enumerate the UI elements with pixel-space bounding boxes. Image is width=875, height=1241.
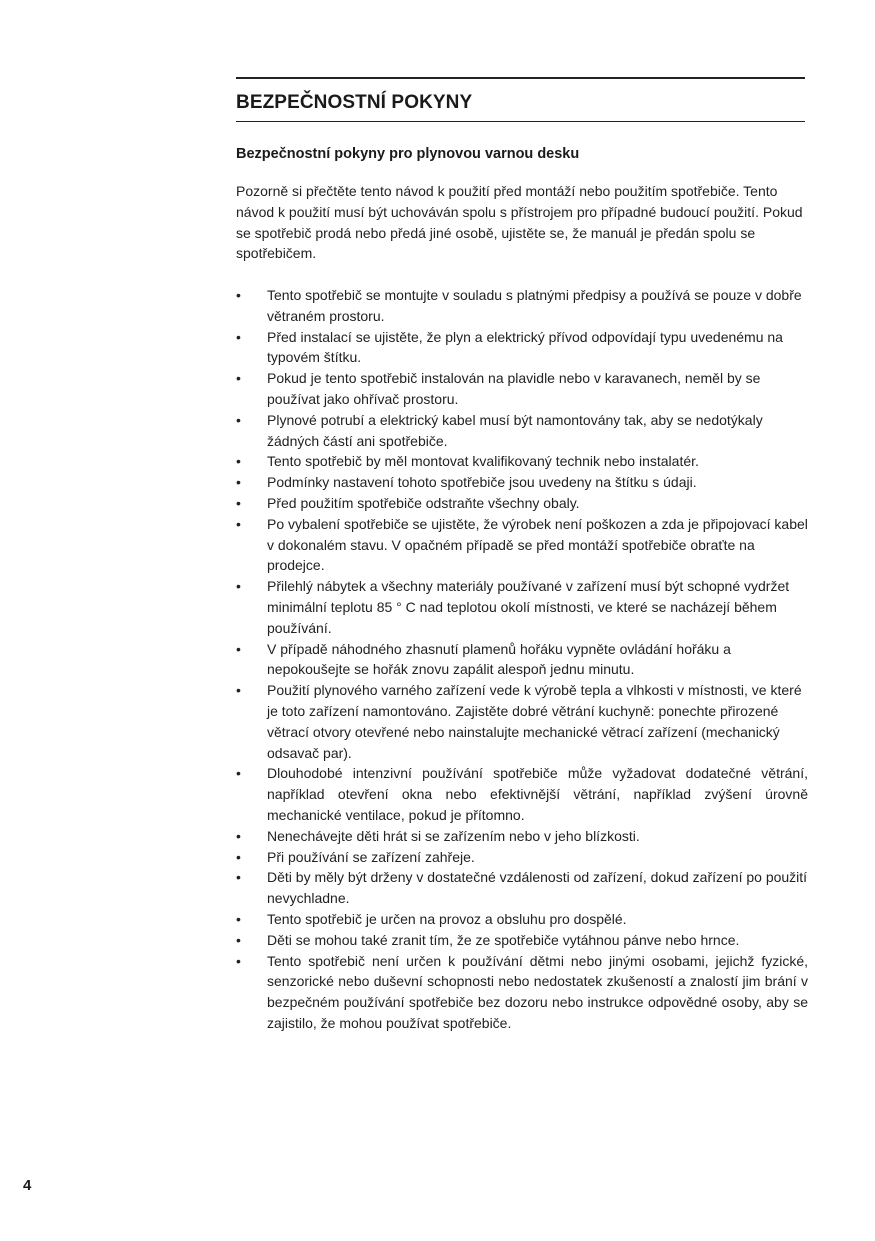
bullet-icon: • [236,370,241,387]
list-item-text: Po vybalení spotřebiče se ujistěte, že výrobek není poškozen a zda je připojovací kabel v dokonalém stavu. V opačném případě se před montáží spotřebiče obraťte na prodejce. [267,515,808,574]
list-item [236,327,808,369]
bullet-icon: • [236,910,241,927]
list-item-text: Před použitím spotřebiče odstraňte všechny obaly. [267,494,580,511]
bullet-icon: • [236,453,241,470]
list-item [236,867,808,909]
list-item [236,930,808,951]
list-item-text: Pokud je tento spotřebič instalován na plavidle nebo v karavanech, neměl by se používat jako ohřívač prostoru. [267,370,761,407]
list-item [236,514,808,576]
list-item [236,826,808,847]
intro-paragraph: Pozorně si přečtěte tento návod k použití před montáží nebo použitím spotřebiče. Tento návod k použití musí být uchováván spolu s přístrojem pro případné budoucí použití. Pokud se spotřebič prodá nebo předá jiné osobě, ujistěte se, že manuál je předán spolu se spotřebičem. [236,183,803,262]
list-item-text: Dlouhodobé intenzivní používání spotřebiče může vyžadovat dodatečné větrání, například otevření okna nebo efektivnější větrání, například zvýšení úrovně mechanické ventilace, pokud je přítomno. [267,765,808,823]
bullet-icon: • [236,848,241,865]
list-item [236,639,808,681]
list-item-text: Použití plynového varného zařízení vede k výrobě tepla a vlhkosti v místnosti, ve které je toto zařízení namontováno. Zajistěte dobré větrání kuchyně: ponechte přirozené větrací otvory otevřené nebo nainstalujte mechanické větrací zařízení (mechanický odsavač par). [267,682,802,761]
list-item-text: Děti se mohou také zranit tím, že ze spotřebiče vytáhnou pánve nebo hrnce. [267,931,740,948]
list-item [236,493,808,514]
page-number: 4 [23,1177,32,1194]
list-item-text: Podmínky nastavení tohoto spotřebiče jsou uvedeny na štítku s údaji. [267,474,697,491]
bullet-icon: • [236,931,241,948]
bullet-icon: • [236,827,241,844]
bullet-icon: • [236,494,241,511]
list-item-text: V případě náhodného zhasnutí plamenů hořáku vypněte ovládání hořáku a nepokoušejte se hořák znovu zapálit alespoň jednu minutu. [267,640,731,678]
safety-bullet-list [236,285,808,1034]
bullet-icon: • [236,474,241,491]
title-underline [236,121,805,122]
list-item-text: Tento spotřebič se montujte v souladu s platnými předpisy a používá se pouze v dobře větraném prostoru. [267,287,802,324]
list-item [236,909,808,930]
bullet-icon: • [236,411,241,428]
bullet-icon: • [236,952,241,969]
bullet-icon: • [236,287,241,303]
section-subtitle: Bezpečnostní pokyny pro plynovou varnou desku [236,146,580,162]
list-item-text: Tento spotřebič je určen na provoz a obsluhu pro dospělé. [267,910,627,927]
list-item-text: Tento spotřebič není určen k používání dětmi nebo jinými osobami, jejichž fyzické, senzorické nebo duševní schopnosti nebo nedostatek zkušeností a znalostí jim brání v bezpečném používání spotřebiče bez dozoru nebo instrukce odpovědné osoby, aby se zajistilo, že mohou používat spotřebiče. [267,952,808,1031]
list-item [236,951,808,1034]
bullet-icon: • [236,682,241,699]
list-item [236,472,808,493]
list-item [236,285,808,327]
bullet-icon: • [236,515,241,532]
list-item [236,410,808,452]
bullet-icon: • [236,328,241,345]
top-rule [236,77,805,79]
list-item-text: Plynové potrubí a elektrický kabel musí být namontovány tak, aby se nedotýkaly žádných částí ani spotřebiče. [267,411,763,449]
bullet-icon: • [236,578,241,595]
list-item [236,680,808,763]
list-item-text: Tento spotřebič by měl montovat kvalifikovaný technik nebo instalatér. [267,453,699,470]
bullet-icon: • [236,869,241,886]
list-item-text: Přilehlý nábytek a všechny materiály používané v zařízení musí být schopné vydržet minimální teplotu 85 ° C nad teplotou okolí místnosti, ve které se nacházejí během používání. [267,578,790,636]
list-item [236,763,808,825]
list-item [236,847,808,868]
list-item-text: Při používání se zařízení zahřeje. [267,848,475,865]
list-item-text: Před instalací se ujistěte, že plyn a elektrický přívod odpovídají typu uvedenému na typovém štítku. [267,328,783,366]
list-item-text: Nenechávejte děti hrát si se zařízením nebo v jeho blízkosti. [267,827,640,844]
bullet-icon: • [236,640,241,657]
list-item-text: Děti by měly být drženy v dostatečné vzdálenosti od zařízení, dokud zařízení po použití nevychladne. [267,869,808,907]
list-item [236,451,808,472]
list-item [236,368,808,410]
section-title: BEZPEČNOSTNÍ POKYNY [236,92,473,113]
list-item [236,576,808,638]
bullet-icon: • [236,765,241,782]
